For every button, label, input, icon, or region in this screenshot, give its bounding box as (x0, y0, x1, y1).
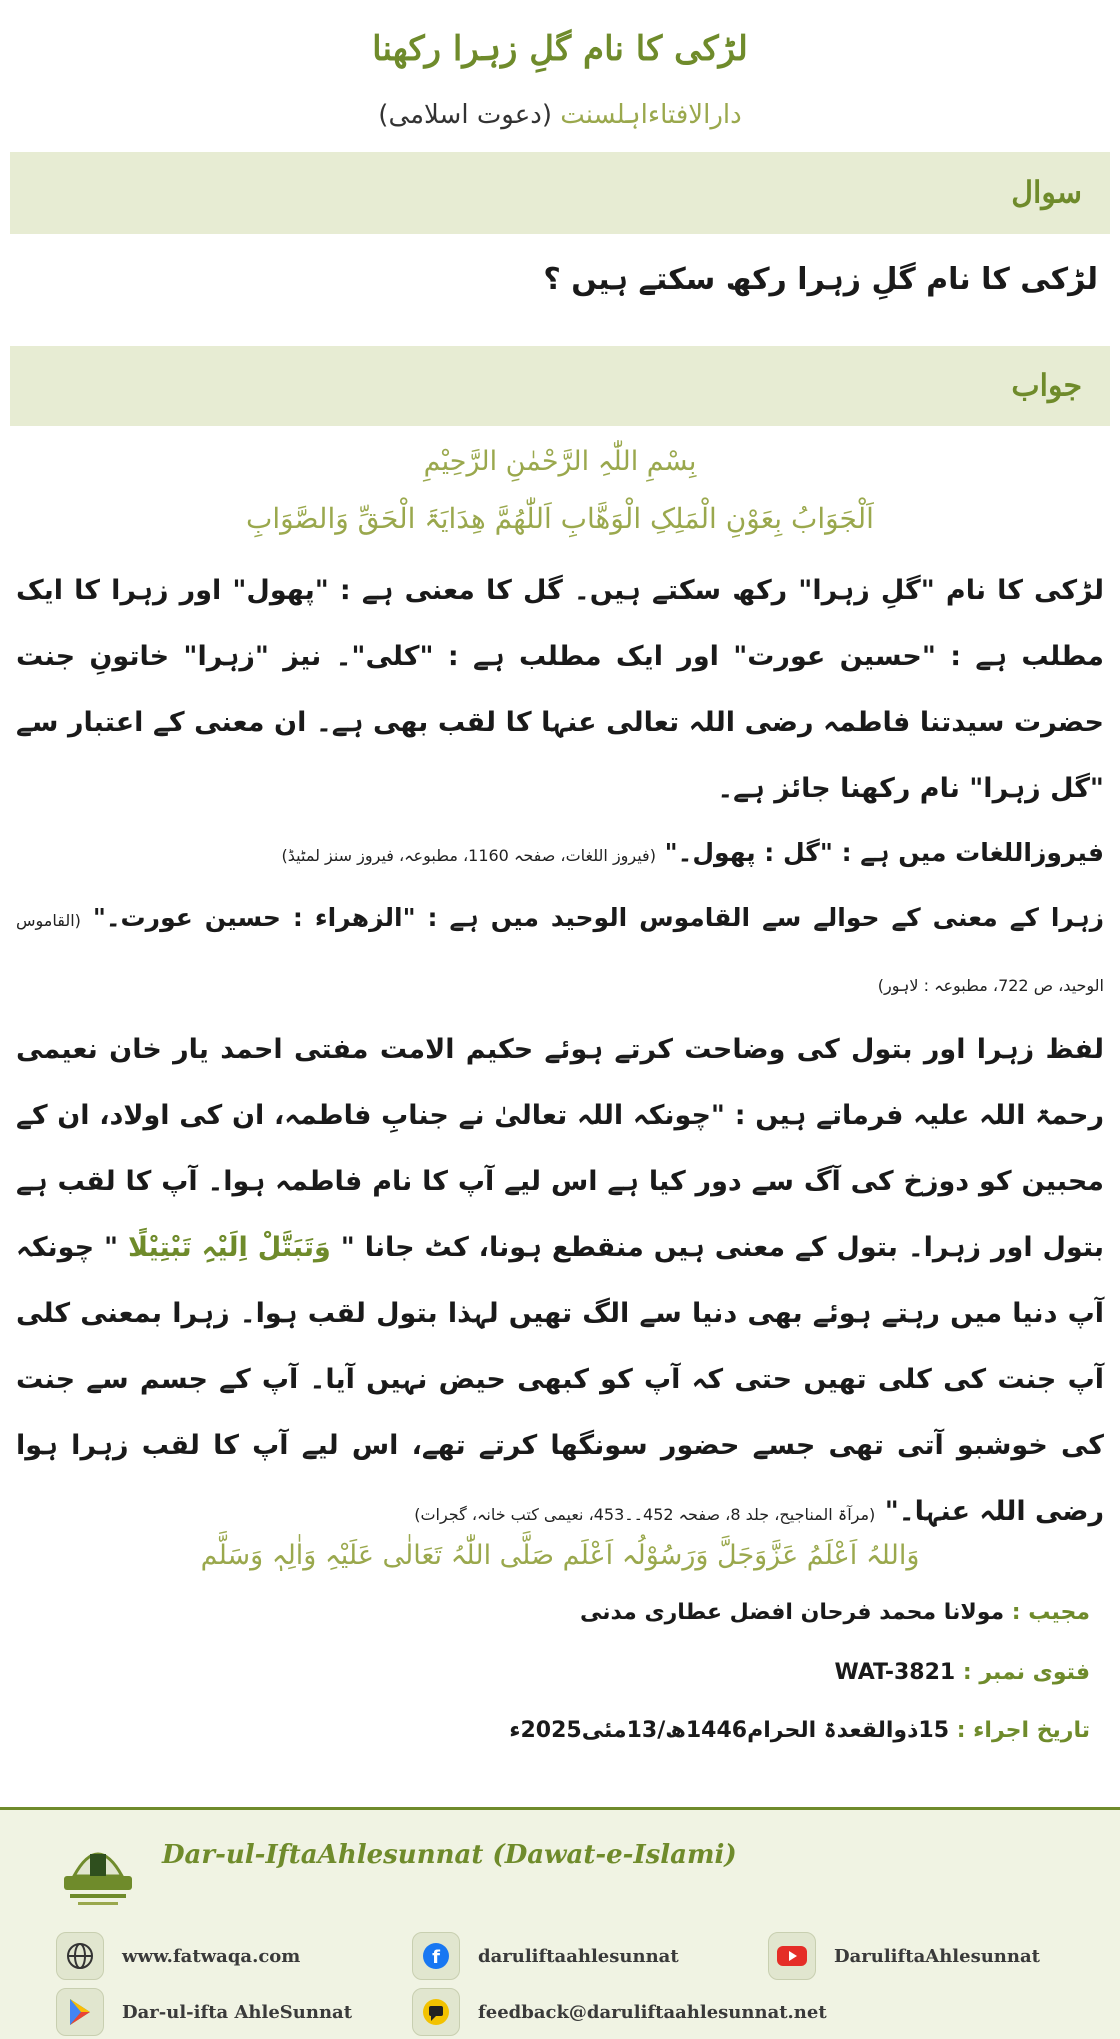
website-contact[interactable] (56, 1932, 300, 1980)
date-value: 15ذوالقعدۃ الحرام1446ھ/13مئی2025ء (509, 1718, 950, 1743)
citation-qamoos-text: زہرا کے معنی کے حوالے سے القاموس الوحید میں ہے : "الزھراء : حسین عورت۔" (92, 903, 1104, 932)
facebook-contact[interactable] (412, 1932, 679, 1980)
citation-feroz-text: فیروزاللغات میں ہے : "گل : پھول۔" (664, 838, 1104, 867)
answer-body (16, 558, 1104, 1548)
answer-intro: اَلْجَوَابُ بِعَوْنِ الْمَلِکِ الْوَھَّابِ اَللّٰھُمَّ ھِدَایَۃَ الْحَقِّ وَالصَّوَابِ (246, 502, 874, 535)
date-line (30, 1718, 1090, 1743)
facebook-link[interactable]: daruliftaahlesunnat (478, 1945, 679, 1967)
playstore-link[interactable]: Dar-ul-ifta AhleSunnat (122, 2001, 353, 2023)
bismillah: بِسْمِ اللّٰہِ الرَّحْمٰنِ الرَّحِیْمِ (423, 446, 697, 477)
footer (0, 1807, 1120, 2039)
play-store-icon (56, 1988, 104, 2036)
svg-text:f: f (432, 1947, 440, 1968)
citation-mirat-ref: (مرآۃ المناجیح، جلد 8، صفحہ 452۔۔453، نعیمی کتب خانہ، گجرات) (414, 1505, 876, 1524)
fatwa-number-label: فتوی نمبر : (962, 1660, 1090, 1685)
footer-brand: Dar-ul-IftaAhlesunnat (Dawat-e-Islami) (162, 1840, 737, 1870)
mujeeb-value: مولانا محمد فرحان افضل عطاری مدنی (579, 1600, 1005, 1625)
globe-icon (56, 1932, 104, 1980)
paragraph-4-part-b: " چونکہ آپ دنیا میں رہتے ہوئے بھی دنیا سے الگ تھیں لہذا بتول لقب ہوا۔ زہرا بمعنی کلی آپ جنت کی کلی تھیں حتی کہ آپ کو کبھی حیض نہیں آیا۔ آپ کے جسم سے جنت کی خوشبو آتی تھی جسے حضور سونگھا کرتے تھے، اس لیے آپ کا لقب زہرا ہوا رضی اللہ عنہا۔" (16, 1232, 1104, 1527)
citation-qamoos (16, 887, 1104, 1017)
youtube-icon (768, 1932, 816, 1980)
answer-header (10, 346, 1110, 426)
closing-dua: وَاللہُ اَعْلَمُ عَزَّوَجَلَّ وَرَسُوْلُہ اَعْلَم صَلَّی اللّٰہُ تَعَالٰی عَلَیْہِ وَاٰلِہٖ وَسَلَّم (200, 1540, 920, 1571)
website-link[interactable]: www.fatwaqa.com (122, 1945, 301, 1967)
youtube-link[interactable]: DaruliftaAhlesunnat (834, 1945, 1040, 1967)
question-header (10, 152, 1110, 234)
org-name: دارالافتاءاہلسنت (560, 100, 742, 130)
page-title: لڑکی کا نام گلِ زہرا رکھنا (372, 29, 748, 69)
answer-paragraph-4 (16, 1017, 1104, 1548)
playstore-contact[interactable] (56, 1988, 352, 2036)
page-subtitle (0, 100, 1120, 130)
question-label: سوال (1011, 175, 1082, 211)
citation-qamoos-ref: (القاموس الوحید، ص 722، مطبوعہ : لاہور) (16, 911, 1104, 995)
mujeeb-line (30, 1600, 1090, 1625)
answer-label: جواب (1011, 368, 1082, 404)
date-label: تاریخ اجراء : (956, 1718, 1090, 1743)
answer-paragraph-1: لڑکی کا نام "گلِ زہرا" رکھ سکتے ہیں۔ گل کا معنی ہے : "پھول" اور زہرا کا ایک مطلب ہے : "حسین عورت" اور ایک مطلب ہے : "کلی"۔ نیز "زہرا" خاتونِ جنت حضرت سیدتنا فاطمہ رضی اللہ تعالی عنہا کا لقب بھی ہے۔ ان معنی کے اعتبار سے "گل زہرا" نام رکھنا جائز ہے۔ (16, 575, 1104, 804)
quran-ayah: وَتَبَتَّلْ اِلَیْہِ تَبْتِیْلًا (127, 1232, 331, 1263)
fatwa-number-line (30, 1660, 1090, 1685)
org-paren: (دعوت اسلامی) (378, 100, 552, 130)
citation-feroz-ref: (فیروز اللغات، صفحہ 1160، مطبوعہ، فیروز سنز لمٹیڈ) (281, 846, 656, 865)
youtube-contact[interactable] (768, 1932, 1040, 1980)
facebook-icon (412, 1932, 460, 1980)
email-contact[interactable] (412, 1988, 827, 2036)
fatwa-number-value: WAT-3821 (834, 1660, 956, 1685)
question-text: لڑکی کا نام گلِ زہرا رکھ سکتے ہیں ؟ (543, 262, 1098, 297)
darul-ifta-logo-icon (60, 1826, 136, 1910)
email-link[interactable]: feedback@daruliftaahlesunnat.net (478, 2001, 827, 2023)
mujeeb-label: مجیب : (1011, 1600, 1090, 1625)
feedback-icon (412, 1988, 460, 2036)
citation-feroz (16, 822, 1104, 887)
paragraph-4-part-a: لفظ زہرا اور بتول کی وضاحت کرتے ہوئے حکیم الامت مفتی احمد یار خان نعیمی رحمۃ اللہ علیہ فرماتے ہیں : "چونکہ اللہ تعالیٰ نے جنابِ فاطمہ، ان کی اولاد، ان کے محبین کو دوزخ کی آگ سے دور کیا ہے اس لیے آپ کا نام فاطمہ ہوا۔ آپ کا لقب ہے بتول اور زہرا۔ بتول کے معنی ہیں منقطع ہونا، کٹ جانا " (16, 1034, 1105, 1263)
